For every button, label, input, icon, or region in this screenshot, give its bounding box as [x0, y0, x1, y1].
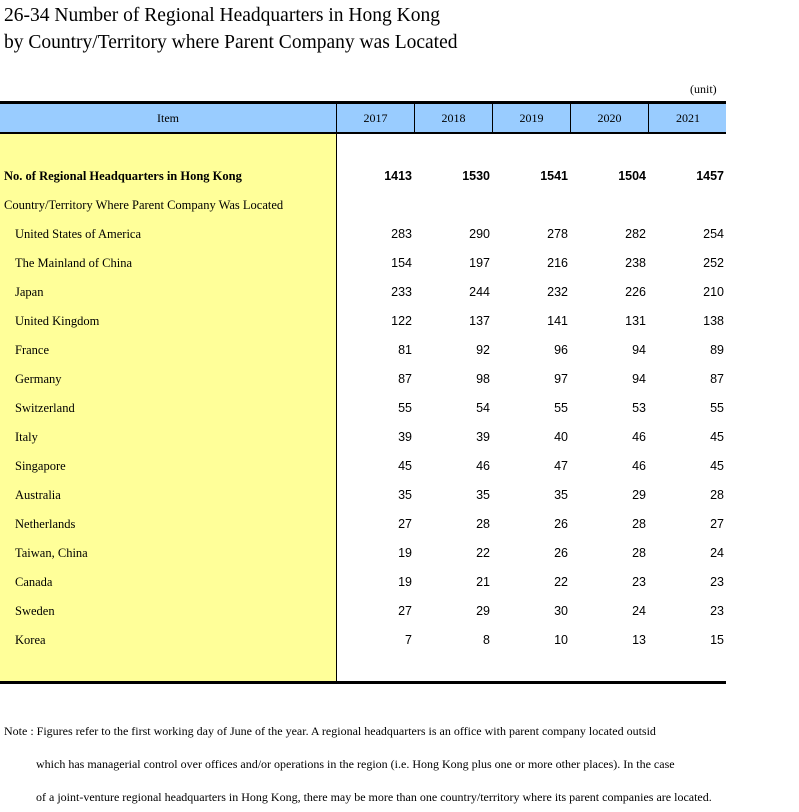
country-row — [0, 369, 726, 389]
country-label: United Kingdom — [15, 314, 100, 328]
country-value: 47 — [554, 459, 568, 473]
country-row — [0, 253, 726, 273]
country-value: 26 — [554, 517, 568, 531]
country-value: 10 — [554, 633, 568, 647]
country-value: 23 — [710, 575, 724, 589]
country-value: 94 — [632, 343, 646, 357]
country-row — [0, 282, 726, 302]
country-row — [0, 398, 726, 418]
country-value: 216 — [547, 256, 568, 270]
table-title-line-1: 26-34 Number of Regional Headquarters in Hong Kong — [4, 5, 440, 26]
country-label: Switzerland — [15, 401, 75, 415]
country-row — [0, 485, 726, 505]
country-value: 40 — [554, 430, 568, 444]
country-value: 238 — [625, 256, 646, 270]
country-label: Singapore — [15, 459, 66, 473]
country-label: Netherlands — [15, 517, 76, 531]
country-value: 7 — [405, 633, 412, 647]
country-value: 141 — [547, 314, 568, 328]
country-value: 45 — [710, 430, 724, 444]
country-value: 23 — [632, 575, 646, 589]
country-label: Italy — [15, 430, 38, 444]
country-value: 55 — [398, 401, 412, 415]
total-row-label: No. of Regional Headquarters in Hong Kong — [4, 169, 242, 183]
country-value: 27 — [398, 604, 412, 618]
section-label-row — [0, 195, 726, 215]
country-value: 21 — [476, 575, 490, 589]
country-value: 290 — [469, 227, 490, 241]
section-label: Country/Territory Where Parent Company Was Located — [4, 198, 284, 212]
country-label: Japan — [15, 285, 44, 299]
table-title-line-2: by Country/Territory where Parent Company was Located — [4, 32, 458, 53]
country-label: Sweden — [15, 604, 55, 618]
country-value: 29 — [632, 488, 646, 502]
country-value: 26 — [554, 546, 568, 560]
unit-label: (unit) — [690, 82, 717, 96]
country-value: 232 — [547, 285, 568, 299]
country-value: 24 — [710, 546, 724, 560]
country-value: 282 — [625, 227, 646, 241]
country-value: 28 — [710, 488, 724, 502]
note-line: of a joint-venture regional headquarters in Hong Kong, there may be more than one country/territory where its parent companies are located. — [36, 790, 712, 804]
country-value: 39 — [398, 430, 412, 444]
country-value: 254 — [703, 227, 724, 241]
country-value: 137 — [469, 314, 490, 328]
table-header-row — [0, 104, 726, 134]
country-value: 226 — [625, 285, 646, 299]
country-value: 154 — [391, 256, 412, 270]
country-row — [0, 514, 726, 534]
country-value: 46 — [476, 459, 490, 473]
country-value: 87 — [710, 372, 724, 386]
country-value: 131 — [625, 314, 646, 328]
country-value: 24 — [632, 604, 646, 618]
country-value: 92 — [476, 343, 490, 357]
country-value: 22 — [554, 575, 568, 589]
country-value: 96 — [554, 343, 568, 357]
country-row — [0, 630, 726, 650]
country-value: 252 — [703, 256, 724, 270]
country-value: 15 — [710, 633, 724, 647]
country-label: Korea — [15, 633, 46, 647]
country-value: 55 — [710, 401, 724, 415]
country-value: 27 — [398, 517, 412, 531]
country-value: 94 — [632, 372, 646, 386]
country-value: 29 — [476, 604, 490, 618]
country-value: 28 — [632, 546, 646, 560]
country-value: 22 — [476, 546, 490, 560]
country-value: 210 — [703, 285, 724, 299]
country-value: 23 — [710, 604, 724, 618]
country-value: 89 — [710, 343, 724, 357]
country-value: 46 — [632, 459, 646, 473]
country-value: 39 — [476, 430, 490, 444]
country-label: France — [15, 343, 50, 357]
country-row — [0, 311, 726, 331]
total-value: 1541 — [540, 169, 568, 183]
country-label: United States of America — [15, 227, 142, 241]
country-value: 19 — [398, 546, 412, 560]
country-value: 233 — [391, 285, 412, 299]
country-row — [0, 601, 726, 621]
country-row — [0, 427, 726, 447]
country-value: 98 — [476, 372, 490, 386]
country-value: 81 — [398, 343, 412, 357]
country-value: 28 — [476, 517, 490, 531]
country-value: 283 — [391, 227, 412, 241]
header-year: 2020 — [570, 104, 648, 132]
country-value: 54 — [476, 401, 490, 415]
country-value: 53 — [632, 401, 646, 415]
country-value: 19 — [398, 575, 412, 589]
header-year: 2017 — [336, 104, 414, 132]
country-row — [0, 543, 726, 563]
data-table — [0, 101, 726, 684]
header-year: 2021 — [648, 104, 727, 132]
country-label: Australia — [15, 488, 61, 502]
header-year: 2018 — [414, 104, 492, 132]
header-year: 2019 — [492, 104, 570, 132]
note-line: which has managerial control over offices and/or operations in the region (i.e. Hong Kong plus one or more other places). In the case — [36, 757, 675, 771]
total-value: 1457 — [696, 169, 724, 183]
total-value: 1413 — [384, 169, 412, 183]
country-value: 97 — [554, 372, 568, 386]
country-value: 30 — [554, 604, 568, 618]
country-value: 138 — [703, 314, 724, 328]
country-value: 35 — [398, 488, 412, 502]
note-line: Note : Figures refer to the first working day of June of the year. A regional headquarters is an office with parent company located outsid — [4, 724, 656, 738]
country-label: The Mainland of China — [15, 256, 132, 270]
country-label: Taiwan, China — [15, 546, 88, 560]
total-value: 1530 — [462, 169, 490, 183]
country-value: 197 — [469, 256, 490, 270]
header-item: Item — [157, 111, 179, 125]
country-row — [0, 224, 726, 244]
country-value: 28 — [632, 517, 646, 531]
country-value: 8 — [483, 633, 490, 647]
country-value: 35 — [476, 488, 490, 502]
table-bottom-rule — [0, 681, 726, 684]
total-value: 1504 — [618, 169, 646, 183]
country-value: 46 — [632, 430, 646, 444]
country-label: Canada — [15, 575, 53, 589]
country-value: 35 — [554, 488, 568, 502]
country-value: 244 — [469, 285, 490, 299]
country-value: 27 — [710, 517, 724, 531]
country-row — [0, 572, 726, 592]
country-value: 87 — [398, 372, 412, 386]
total-row — [0, 166, 726, 186]
country-label: Germany — [15, 372, 62, 386]
country-value: 278 — [547, 227, 568, 241]
country-value: 45 — [398, 459, 412, 473]
country-value: 13 — [632, 633, 646, 647]
country-value: 122 — [391, 314, 412, 328]
country-value: 45 — [710, 459, 724, 473]
country-value: 55 — [554, 401, 568, 415]
country-row — [0, 456, 726, 476]
country-row — [0, 340, 726, 360]
